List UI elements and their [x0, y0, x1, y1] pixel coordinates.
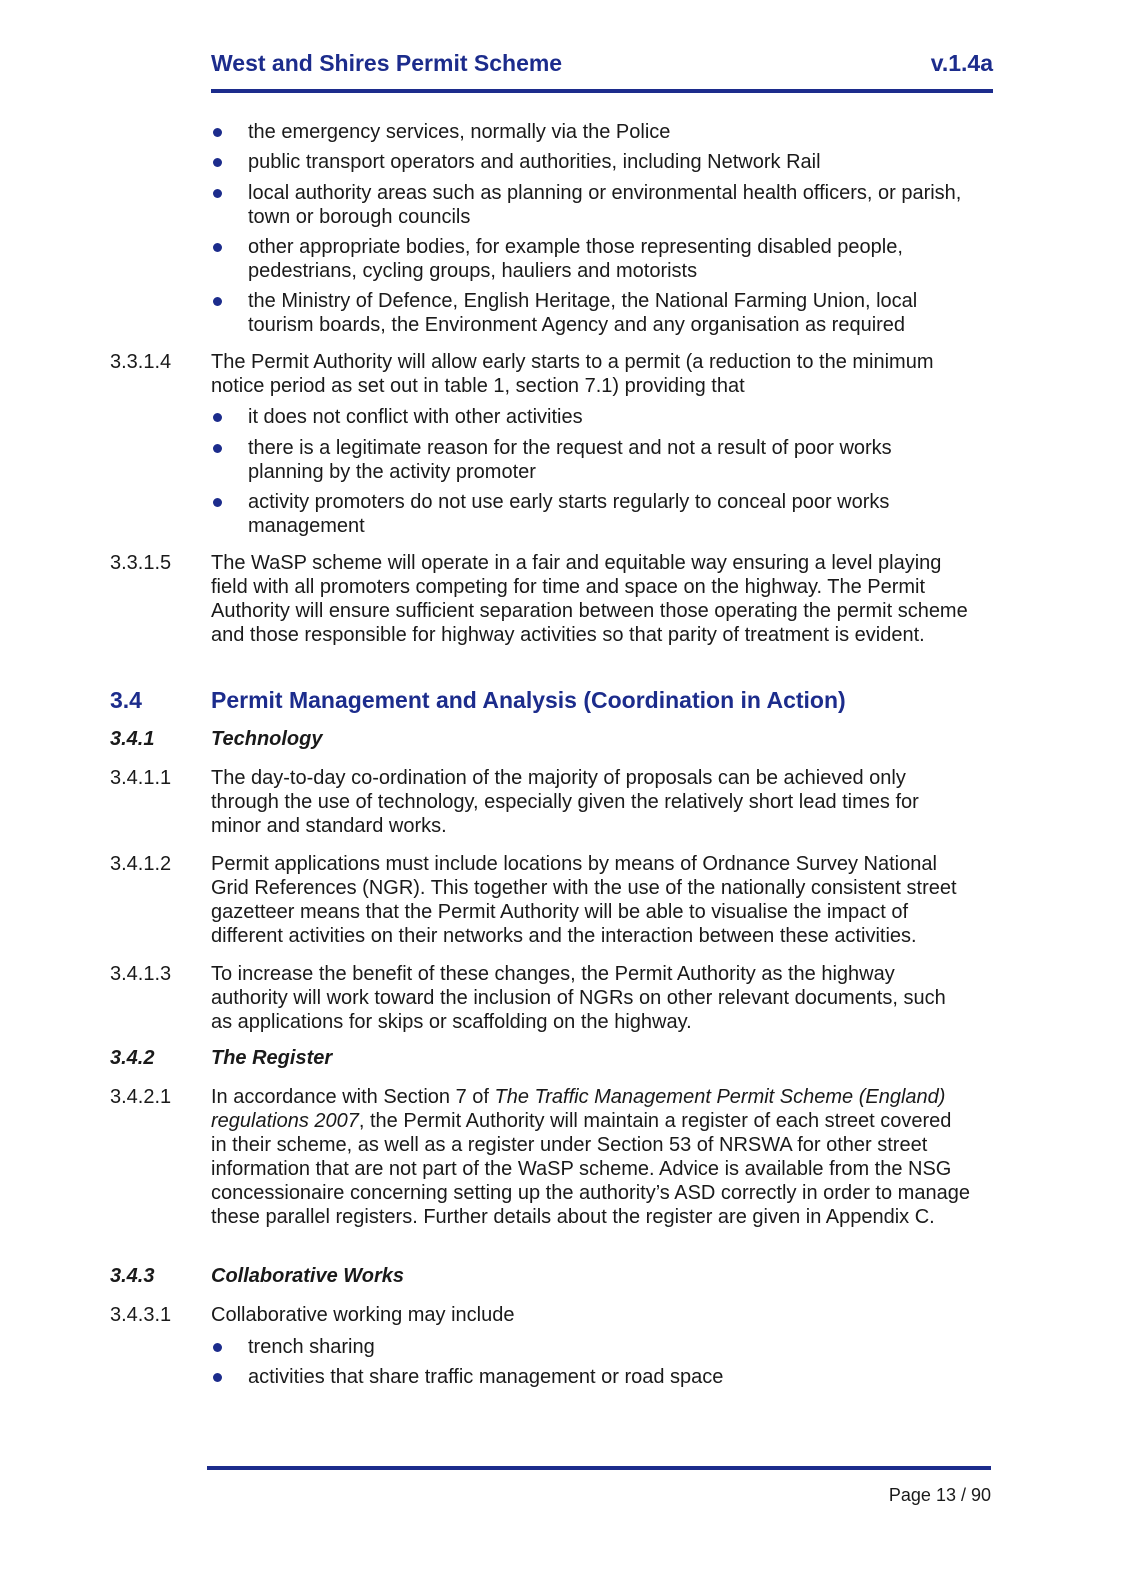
- paragraph-number: 3.4.1.1: [110, 767, 172, 789]
- regulation-title: The Traffic Management Permit Scheme (England) regulations 2007: [211, 1086, 946, 1132]
- list-item: public transport operators and authorities, including Network Rail: [248, 151, 821, 173]
- bullet-icon: [213, 128, 222, 137]
- document-version: v.1.4a: [930, 50, 993, 76]
- list-item: the emergency services, normally via the Police: [248, 121, 671, 143]
- page-number: Page 13 / 90: [888, 1485, 991, 1505]
- paragraph-number: 3.3.1.5: [110, 552, 172, 574]
- section-number: 3.4: [110, 687, 142, 713]
- bullet-icon: [213, 413, 222, 422]
- bullet-icon: [213, 158, 222, 167]
- paragraph-text: The day-to-day co-ordination of the majority of proposals can be achieved only through the use of technology, especially given the relatively short lead times for minor and standard works.: [211, 767, 919, 837]
- paragraph-text: The WaSP scheme will operate in a fair and equitable way ensuring a level playing field with all promoters competing for time and space on the highway. The Permit Authority will ensure sufficient separation between those operating the permit scheme and those responsible for highway activities so that parity of treatment is evident.: [211, 552, 968, 646]
- page-header: [211, 50, 993, 94]
- list-item: activities that share traffic management or road space: [248, 1366, 724, 1388]
- bullet-icon: [213, 1343, 222, 1352]
- bullet-icon: [213, 444, 222, 453]
- header-divider: [211, 89, 993, 93]
- paragraph-text: To increase the benefit of these changes, the Permit Authority as the highway authority will work toward the inclusion of NGRs on other relevant documents, such as applications for skips or scaffolding on the highway.: [211, 963, 946, 1033]
- paragraph-text: Permit applications must include locations by means of Ordnance Survey National Grid References (NGR). This together with the use of the nationally consistent street gazetteer means that the Permit Authority will be able to visualise the impact of different activities on their networks and the interaction between these activities.: [211, 853, 957, 947]
- subsection-heading: The Register: [211, 1047, 333, 1069]
- list-item: the Ministry of Defence, English Heritage, the National Farming Union, local tourism boards, the Environment Agency and any organisation as required: [248, 290, 918, 336]
- list-item: trench sharing: [248, 1336, 375, 1358]
- bullet-icon: [213, 498, 222, 507]
- subsection-heading: Collaborative Works: [211, 1265, 405, 1287]
- paragraph-text-end: , the Permit Authority will maintain a register of each street covered in their scheme, as well as a register under Section 53 of NRSWA for other street information that are not part of the WaSP scheme. Advice is available from the NSG concessionaire concerning setting up the authority’s ASD correctly in order to manage these parallel registers. Further details about the register are given in Appendix C.: [211, 1110, 970, 1228]
- section-heading: Permit Management and Analysis (Coordination in Action): [211, 687, 846, 713]
- subsection-number: 3.4.1: [110, 728, 155, 750]
- bullet-icon: [213, 1373, 222, 1382]
- paragraph-number: 3.4.3.1: [110, 1304, 172, 1326]
- footer-divider: [207, 1466, 991, 1470]
- paragraph-text: [211, 1085, 971, 1229]
- list-item: there is a legitimate reason for the request and not a result of poor works planning by the activity promoter: [248, 437, 892, 483]
- subsection-heading: Technology: [211, 728, 323, 750]
- paragraph-number: 3.4.2.1: [110, 1086, 172, 1108]
- bullet-icon: [213, 189, 222, 198]
- bullet-icon: [213, 297, 222, 306]
- subsection-number: 3.4.3: [110, 1265, 155, 1287]
- list-item: activity promoters do not use early starts regularly to conceal poor works management: [248, 491, 890, 537]
- paragraph-number: 3.4.1.2: [110, 853, 172, 875]
- paragraph-number: 3.4.1.3: [110, 963, 172, 985]
- list-item: local authority areas such as planning or environmental health officers, or parish, town or borough councils: [248, 182, 962, 228]
- document-title: West and Shires Permit Scheme: [211, 50, 563, 76]
- list-item: it does not conflict with other activities: [248, 406, 583, 428]
- list-item: other appropriate bodies, for example those representing disabled people, pedestrians, cycling groups, hauliers and motorists: [248, 236, 903, 282]
- paragraph-text: Collaborative working may include: [211, 1304, 515, 1326]
- paragraph-number: 3.3.1.4: [110, 351, 172, 373]
- subsection-number: 3.4.2: [110, 1047, 155, 1069]
- paragraph-text-start: In accordance with Section 7 of: [211, 1086, 495, 1108]
- paragraph-text: The Permit Authority will allow early starts to a permit (a reduction to the minimum notice period as set out in table 1, section 7.1) providing that: [211, 351, 934, 397]
- bullet-icon: [213, 243, 222, 252]
